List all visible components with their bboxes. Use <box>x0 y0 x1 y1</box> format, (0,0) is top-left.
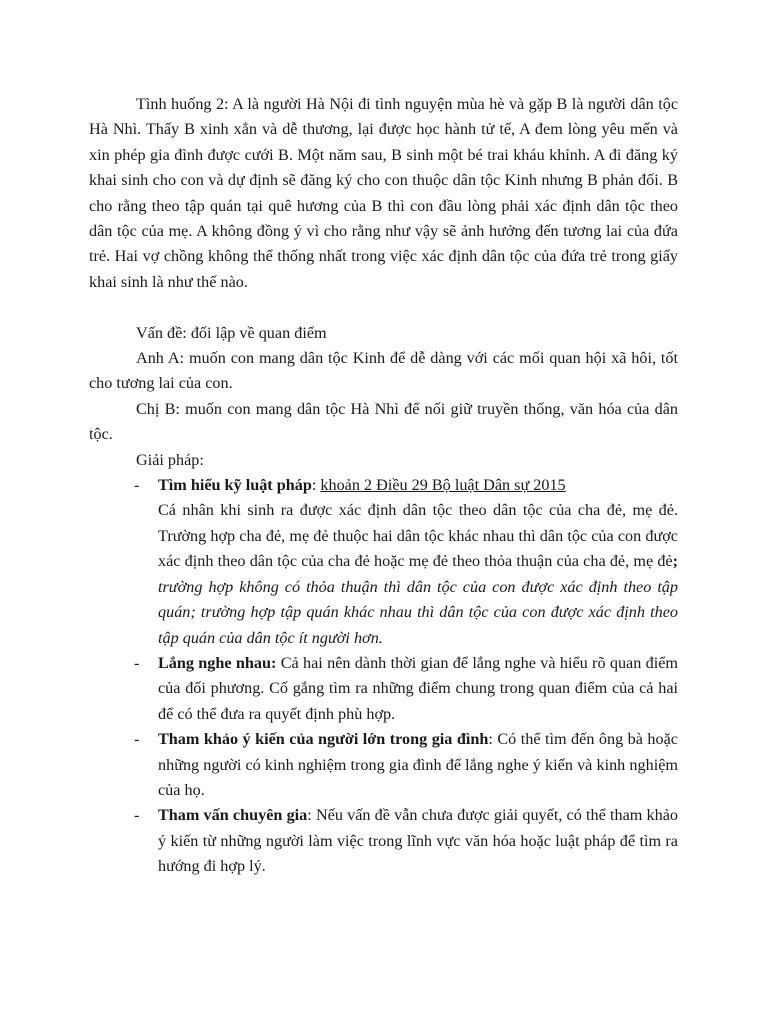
document-body <box>89 92 678 880</box>
law-quote-italic-text: trường hợp không có thỏa thuận thì dân tộc của con được xác định theo tập quán; trường hợp tập quán khác nhau thì dân tộc của con được xác định theo tập quán của dân tộc ít người hơn. <box>158 577 678 647</box>
solution-expert-body <box>158 803 678 879</box>
law-reference-link[interactable]: khoản 2 Điều 29 Bộ luật Dân sự 2015 <box>320 476 566 495</box>
solution-item-expert <box>89 803 678 879</box>
solution-item-listen <box>89 651 678 727</box>
solution-listen-body <box>158 651 678 727</box>
list-dash: - <box>134 730 140 749</box>
solution-list <box>89 473 678 880</box>
solution-title: Tham khảo ý kiến của người lớn trong gia đình <box>158 730 489 749</box>
solution-title: Tìm hiểu kỹ luật pháp <box>158 476 312 495</box>
list-dash: - <box>134 476 140 495</box>
solution-item-family <box>89 727 678 803</box>
solution-text: Cả hai nên dành thời gian để lắng nghe và hiểu rõ quan điểm của đối phương. Cố gắng tìm ra những điểm chung trong quan điểm của cả hai để có thể đưa ra quyết định phù hợp. <box>158 653 679 723</box>
solution-law-body <box>158 473 678 651</box>
list-dash: - <box>134 653 140 672</box>
wife-view-paragraph: Chị B: muốn con mang dân tộc Hà Nhì để nối giữ truyền thống, văn hóa của dân tộc. <box>89 399 678 444</box>
paragraph-spacer <box>89 295 678 320</box>
law-quote-semicolon: ; <box>672 552 678 571</box>
law-quote-text: Cá nhân khi sinh ra được xác định dân tộc theo dân tộc của cha đẻ, mẹ đẻ. Trường hợp cha đẻ, mẹ đẻ thuộc hai dân tộc khác nhau thì dân tộc của con được xác định theo dân tộc của cha đẻ hoặc mẹ đẻ theo thỏa thuận của cha đẻ, mẹ đẻ <box>158 501 678 571</box>
solution-family-body <box>158 727 678 803</box>
solution-item-law <box>89 473 678 651</box>
issue-line: Vấn đề: đối lập về quan điểm <box>136 323 327 342</box>
list-dash: - <box>134 806 140 825</box>
solution-title: Tham vấn chuyên gia <box>158 806 308 825</box>
solution-text: : Nếu vấn đề vẫn chưa được giải quyết, có thể tham khảo ý kiến từ những người làm việc trong lĩnh vực văn hóa hoặc luật pháp để tìm ra hướng đi hợp lý. <box>158 806 678 876</box>
situation-paragraph: Tình huống 2: A là người Hà Nội đi tình nguyện mùa hè và gặp B là người dân tộc Hà Nhì. Thấy B xinh xắn và dễ thương, lại được học hành tử tế, A đem lòng yêu mến và xin phép gia đình được cưới B. Một năm sau, B sinh một bé trai kháu khỉnh. A đi đăng ký khai sinh cho con và dự định sẽ đăng ký cho con thuộc dân tộc Kinh nhưng B phản đối. B cho rằng theo tập quán tại quê hương của B thì con đầu lòng phải xác định dân tộc theo dân tộc của mẹ. A không đồng ý vì cho rằng như vậy sẽ ảnh hưởng đến tương lai của đứa trẻ. Hai vợ chồng không thể thống nhất trong việc xác định dân tộc của đứa trẻ trong giấy khai sinh là như thế nào. <box>89 95 678 291</box>
husband-view-paragraph: Anh A: muốn con mang dân tộc Kinh để dễ dàng với các mối quan hội xã hôi, tốt cho tương lai của con. <box>89 349 678 393</box>
solution-text: : Có thể tìm đến ông bà hoặc những người có kinh nghiệm trong gia đình để lắng nghe ý kiến và kinh nghiệm của họ. <box>158 730 678 799</box>
title-separator: : <box>311 476 321 495</box>
solution-heading: Giải pháp: <box>136 450 204 469</box>
solution-title: Lắng nghe nhau: <box>158 653 277 672</box>
